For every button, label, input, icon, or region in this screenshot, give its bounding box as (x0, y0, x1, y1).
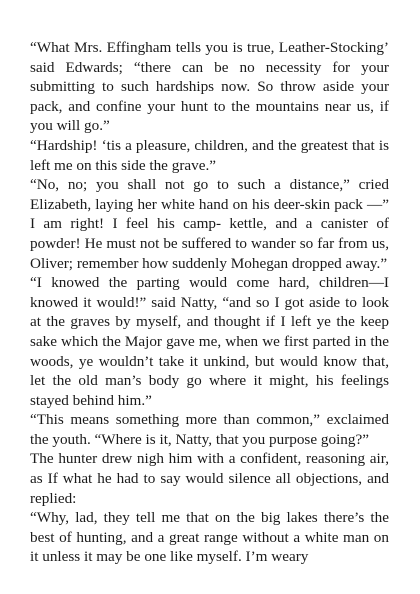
paragraph-3: “No, no; you shall not go to such a distance,” cried Elizabeth, laying her white hand on his deer-skin pack —” I am right! I feel his camp- kettle, and a canister of powder! He must not be suffered to wander so far from us, Oliver; remember how suddenly Mohegan dropped away.” (30, 176, 389, 272)
paragraph-1: “What Mrs. Effingham tells you is true, Leather-Stocking’ said Edwards; “there can be no necessity for your submitting to such hardships now. So throw aside your pack, and confine your hunt to the mountains near us, if you will go.” (30, 39, 389, 135)
paragraph-5: “This means something more than common,” exclaimed the youth. “Where is it, Natty, that you purpose going?” (30, 411, 389, 448)
paragraph-7: “Why, lad, they tell me that on the big lakes there’s the best of hunting, and a great range without a white man on it unless it may be one like myself. I’m weary (30, 509, 389, 566)
page-text (30, 38, 389, 567)
paragraph-4: “I knowed the parting would come hard, children—I knowed it would!” said Natty, “and so I got aside to look at the graves by myself, and thought if I left ye the keep sake which the Major gave me, when we first parted in the woods, ye wouldn’t take it unkind, but would know that, let the old man’s body go where it might, his feelings stayed behind him.” (30, 274, 389, 409)
paragraph-2: “Hardship! ‘tis a pleasure, children, and the greatest that is left me on this side the grave.” (30, 136, 389, 174)
paragraph-6: The hunter drew nigh him with a confident, reasoning air, as If what he had to say would silence all objections, and replied: (30, 450, 389, 507)
